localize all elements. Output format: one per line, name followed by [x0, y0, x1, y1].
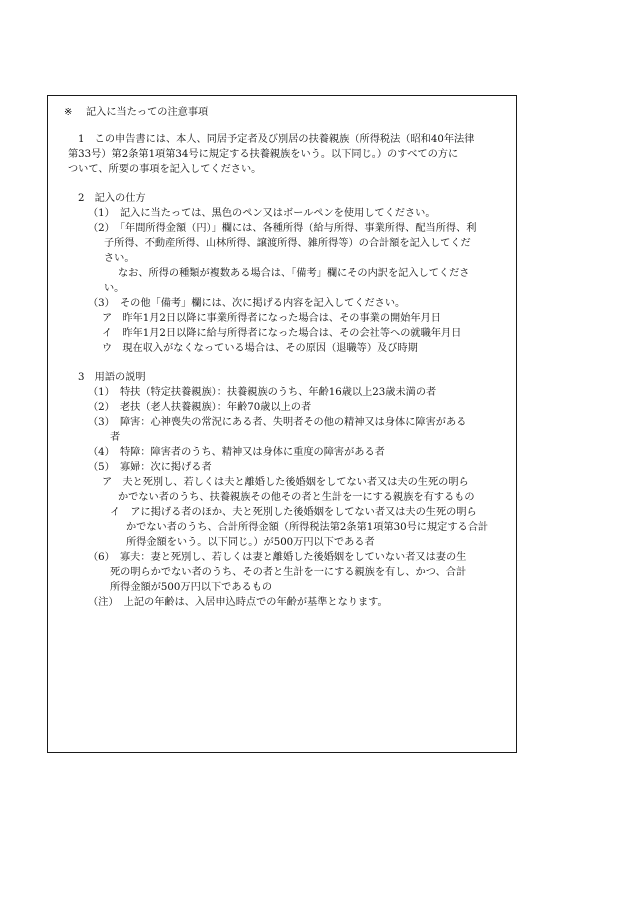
section-3-item-5: （5） 寡婦：次に掲げる者: [88, 462, 212, 473]
section-3-item-5-a: ア 夫と死別し、若しくは夫と離婚した後婚姻をしてない者又は夫の生死の明ら: [102, 477, 469, 488]
section-2-item-3-i: イ 昨年1月2日以降に給与所得者になった場合は、その会社等への就職年月日: [102, 328, 462, 339]
section-3-note: （注） 上記の年齢は、入居申込時点での年齢が基準となります。: [88, 597, 388, 608]
section-2-item-2-cont-1: 子所得、不動産所得、山林所得、譲渡所得、雑所得等）の合計額を記入してくだ: [104, 238, 471, 249]
section-2-item-2-cont-2: さい。: [104, 253, 135, 264]
section-3-item-5-i: イ アに掲げる者のほか、夫と死別した後婚姻をしてない者又は夫の生死の明ら: [110, 507, 477, 518]
section-2-title: 2 記入の仕方: [78, 193, 146, 204]
section-3-item-5-i-cont-1: かでない者のうち、合計所得金額（所得税法第2条第1項第30号に規定する合計: [126, 522, 489, 533]
notice-heading-text: 記入に当たっての注意事項: [86, 107, 209, 118]
notice-box: [47, 95, 517, 753]
section-2-item-2-note-2: い。: [104, 283, 125, 294]
section-2-item-3-u: ウ 現在収入がなくなっている場合は、その原因（退職等）及び時期: [102, 343, 418, 354]
section-3-item-6-cont-1: 死の明らかでない者のうち、その者と生計を一にする親族を有し、かつ、合計: [110, 567, 467, 578]
section-3-title: 3 用語の説明: [78, 372, 146, 383]
section-3-item-4: （4） 特障：障害者のうち、精神又は身体に重度の障害がある者: [88, 447, 385, 458]
section-2-item-2: （2） 「年間所得金額（円）」欄には、各種所得（給与所得、事業所得、配当所得、利: [88, 223, 477, 234]
section-3-item-1: （1） 特扶（特定扶養親族）：扶養親族のうち、年齢16歳以上23歳未満の者: [88, 387, 437, 398]
notice-heading: [58, 105, 506, 120]
section-1-line-3: ついて、所要の事項を記入してください。: [68, 164, 262, 175]
section-2-item-2-note-1: なお、所得の種類が複数ある場合は、「備考」欄にその内訳を記入してくださ: [118, 268, 470, 279]
section-2-item-1: （1） 記入に当たっては、黒色のペン又はボールペンを使用してください。: [88, 208, 436, 219]
section-1-line-2: 第33号）第2条第1項第34号に規定する扶養親族をいう。以下同じ。）のすべての方に: [68, 149, 459, 160]
section-2-item-3: （3） その他「備考」欄には、次に掲げる内容を記入してください。: [88, 298, 406, 309]
section-1-line-1: 1 この申告書には、本人、同居予定者及び別居の扶養親族（所得税法（昭和40年法律: [78, 134, 475, 145]
section-3: [58, 370, 506, 610]
section-1: [58, 132, 506, 177]
section-3-item-2: （2） 老扶（老人扶養親族）：年齢70歳以上の者: [88, 402, 312, 413]
section-3-item-5-i-cont-2: 所得金額をいう。以下同じ。）が500万円以下である者: [126, 537, 375, 548]
reference-mark: ※: [64, 107, 73, 118]
section-2: [58, 191, 506, 356]
section-3-item-6: （6） 寡夫：妻と死別し、若しくは妻と離婚した後婚姻をしていない者又は妻の生: [88, 552, 467, 563]
section-3-item-6-cont-2: 所得金額が500万円以下であるもの: [110, 582, 273, 593]
section-3-item-3: （3） 障害：心神喪失の常況にある者、失明者その他の精神又は身体に障害がある: [88, 417, 467, 428]
section-3-item-3-cont: 者: [110, 432, 121, 443]
section-3-item-5-a-cont: かでない者のうち、扶養親族その他その者と生計を一にする親族を有するもの: [118, 492, 475, 503]
section-2-item-3-a: ア 昨年1月2日以降に事業所得者になった場合は、その事業の開始年月日: [102, 313, 441, 324]
